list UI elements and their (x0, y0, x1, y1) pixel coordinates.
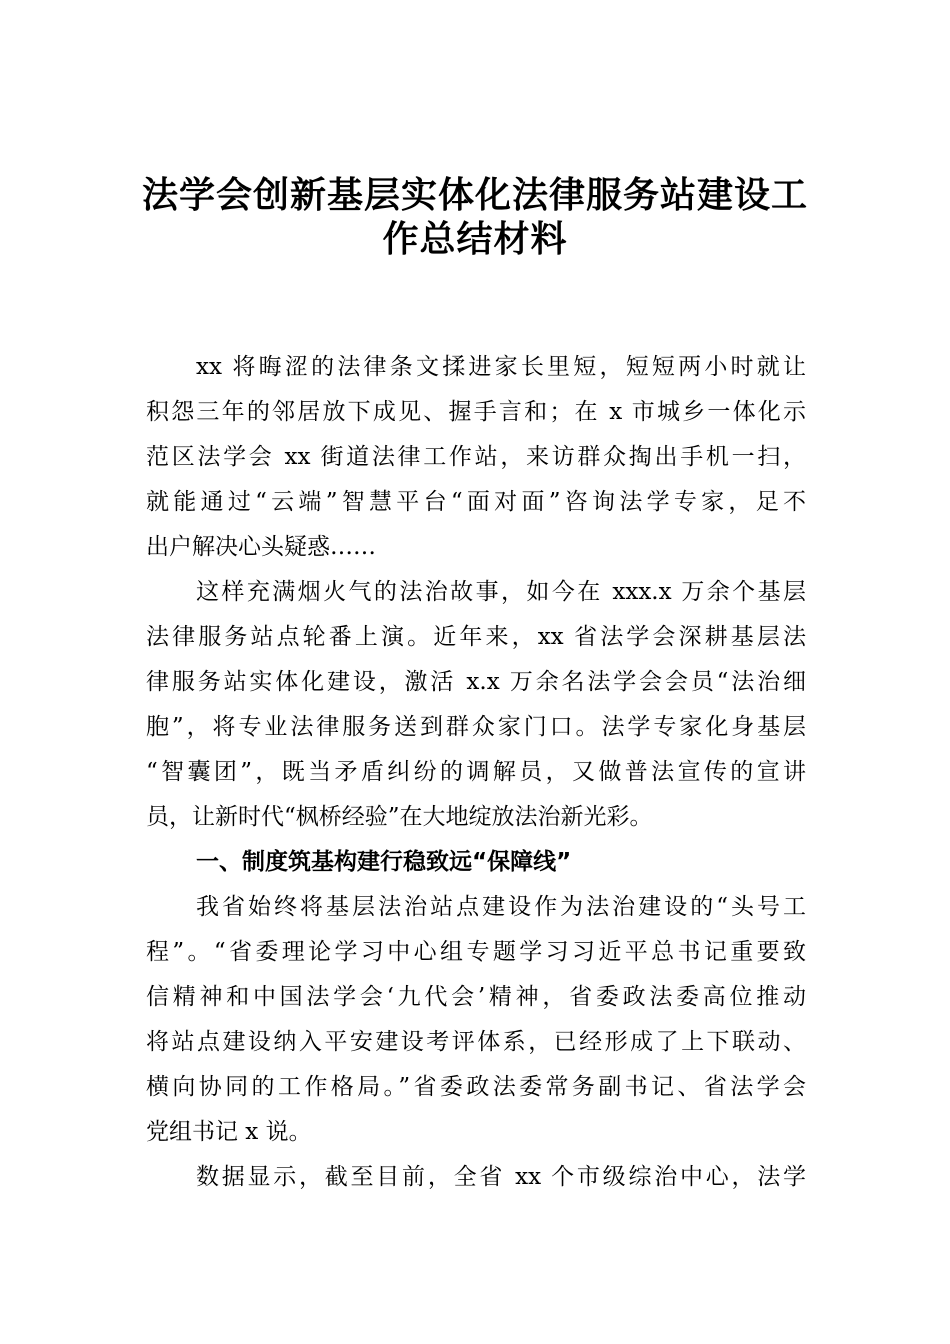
paragraph-3-line: 信精神和中国法学会‘九代会’精神，省委政法委高位推动 (146, 984, 806, 1010)
paragraph-1-line: 出户解决心头疑惑…… (146, 534, 376, 560)
paragraph-4-line: 数据显示，截至目前，全省 xx 个市级综治中心，法学 (196, 1164, 806, 1190)
paragraph-3-line: 我省始终将基层法治站点建设作为法治建设的“头号工 (196, 894, 806, 920)
paragraph-2-line: 这样充满烟火气的法治故事，如今在 xxx.x 万余个基层 (196, 579, 806, 605)
paragraph-3-line: 将站点建设纳入平安建设考评体系，已经形成了上下联动、 (146, 1029, 806, 1055)
paragraph-2-line: 法律服务站点轮番上演。近年来，xx 省法学会深耕基层法 (146, 624, 806, 650)
paragraph-2-line: 律服务站实体化建设，激活 x.x 万余名法学会会员“法治细 (146, 669, 806, 695)
paragraph-2-line: “智囊团”，既当矛盾纠纷的调解员，又做普法宣传的宣讲 (146, 759, 806, 785)
paragraph-2-line: 胞”，将专业法律服务送到群众家门口。法学专家化身基层 (146, 714, 806, 740)
paragraph-3-line: 党组书记 x 说。 (146, 1119, 312, 1145)
paragraph-2-line: 员，让新时代“枫桥经验”在大地绽放法治新光彩。 (146, 804, 653, 830)
paragraph-3-line: 横向协同的工作格局。”省委政法委常务副书记、省法学会 (146, 1074, 806, 1100)
section-1-heading: 一、制度筑基构建行稳致远“保障线” (196, 849, 572, 875)
paragraph-1-line: xx 将晦涩的法律条文揉进家长里短，短短两小时就让 (196, 354, 806, 380)
paragraph-3-line: 程”。“省委理论学习中心组专题学习习近平总书记重要致 (146, 939, 806, 965)
paragraph-1-line: 就能通过“云端”智慧平台“面对面”咨询法学专家，足不 (146, 489, 806, 515)
document-title-line-1: 法学会创新基层实体化法律服务站建设工 (141, 175, 808, 216)
paragraph-1-line: 范区法学会 xx 街道法律工作站，来访群众掏出手机一扫， (146, 444, 806, 470)
paragraph-1-line: 积怨三年的邻居放下成见、握手言和；在 x 市城乡一体化示 (146, 399, 806, 425)
document-title-line-2: 作总结材料 (382, 219, 568, 260)
